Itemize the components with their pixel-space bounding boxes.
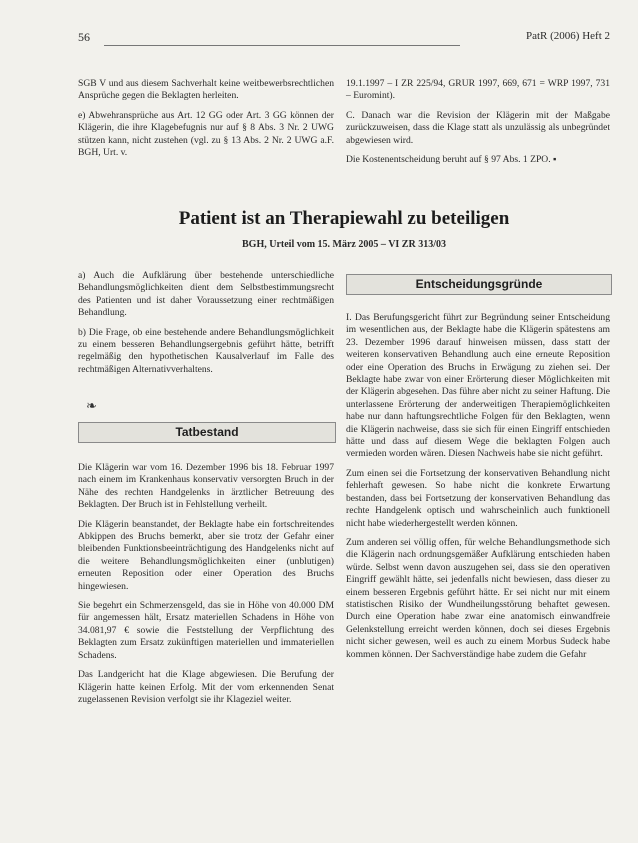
- paragraph: Die Kostenentscheidung beruht auf § 97 Abs. 1 ZPO. ▪: [346, 154, 557, 166]
- section-heading-entscheidungsgruende: Entscheidungsgründe: [346, 274, 612, 295]
- paragraph: Zum anderen sei völlig offen, für welche Behandlungsmethode sich die Klägerin nach ordnungsgemäßer Aufklärung entschieden haben würde. Selbst wenn davon auszugehen sei, dass sie den operativen Eingriff gewählt hätte, sei jedenfalls nicht bewiesen, dass dieser zu einem besseren Ergebnis geführt hätte. Er sei nicht nur mit einem statistischen Risiko der Wundheilungsstörung behaftet gewesen. Durch eine Operation habe zwar eine anatomisch einwandfreie Gelenkstellung erreicht werden können, doch sei dieses Ergebnis nicht sicher gewesen, weil es auch zu einem Morbus Sudeck habe kommen können. Der Sachverständige habe zudem die Gefahr: [346, 536, 610, 660]
- paragraph: SGB V und aus diesem Sachverhalt keine weitbewerbsrechtlichen Ansprüche gegen die Beklagten herleiten.: [78, 78, 334, 102]
- paragraph: Sie begehrt ein Schmerzensgeld, das sie in Höhe von 40.000 DM für angemessen hält, Ersatz materiellen Schadens in Höhe von 34.081,97 € sowie die Feststellung der Verpflichtung des Beklagten zum Ersatz zukünftigen materiellen und immateriellen Schadens.: [78, 600, 334, 661]
- scan-mark-icon: ❧: [86, 398, 97, 413]
- paragraph: Zum einen sei die Fortsetzung der konservativen Behandlung nicht fehlerhaft gewesen. So habe nicht die konkrete Erwartung bestanden, dass bei Fortsetzung der konservativen Behandlung das rechte Handgelenk optisch und wahrscheinlich auch funktionell nicht habe wiederhergestellt werden können.: [346, 467, 610, 529]
- page-header: [78, 30, 610, 48]
- paragraph: Die Klägerin war vom 16. Dezember 1996 bis 18. Februar 1997 nach einem im Krankenhaus konservativ versorgten Bruch in der Nähe des rechten Handgelenks in ärztlicher Betreuung des Beklagten. Der Bruch ist in Fehlstellung verheilt.: [78, 462, 334, 511]
- paragraph: e) Abwehransprüche aus Art. 12 GG oder Art. 3 GG können der Klägerin, die ihre Klagebefugnis nur auf § 8 Abs. 3 Nr. 2 UWG stützen kann, nicht zustehen (vgl. zu § 13 Abs. 2 Nr. 2 UWG a.F. BGH, Urt. v.: [78, 109, 334, 159]
- top-left-column: [78, 78, 334, 166]
- leitsatz: a) Auch die Aufklärung über bestehende unterschiedliche Behandlungsmöglichkeiten dient dem Selbstbestimmungsrecht des Patienten und ist daher Voraussetzung einer rechtmäßigen Behandlung.: [78, 270, 334, 319]
- header-rule: [104, 45, 460, 46]
- top-right-column: [346, 78, 610, 173]
- entscheidungsgruende-column: [346, 312, 610, 668]
- journal-reference: PatR (2006) Heft 2: [525, 30, 610, 42]
- article-citation: BGH, Urteil vom 15. März 2005 – VI ZR 313/03: [242, 239, 446, 250]
- section-heading-tatbestand: Tatbestand: [78, 422, 336, 443]
- leitsaetze-column: [78, 270, 334, 383]
- article-title: Patient ist an Therapiewahl zu beteiligen: [178, 208, 510, 229]
- page-number: 56: [78, 30, 90, 44]
- paragraph: C. Danach war die Revision der Klägerin mit der Maßgabe zurückzuweisen, dass die Klage statt als unzulässig als unbegründet abgewiesen wird.: [346, 109, 610, 146]
- paragraph: I. Das Berufungsgericht führt zur Begründung seiner Entscheidung im wesentlichen aus, der Beklagte habe die Klägerin spätestens am 23. Dezember 1996 darauf hinweisen müssen, dass statt der weiteren konservativen Behandlung auch eine erneute Reposition oder eine Operation des Bruchs in Erwägung zu ziehen sei. Der Beklagte habe zwar von einer Erörterung dieser Möglichkeiten mit der Klägerin abgesehen. Das führe aber nicht zu seiner Haftung. Die unterlassene Erörterung der anderweitigen Therapiemöglichkeiten habe nur dann haftungsrechtliche Folgen für den Beklagten, wenn die Klägerin nachweise, dass sie sich für einen Eingriff entschieden hätte und dass auf diesem Wege die beklagten Folgen auch vermieden worden wären. Diesen Nachweis habe sie nicht geführt.: [346, 312, 610, 460]
- leitsatz: b) Die Frage, ob eine bestehende andere Behandlungsmöglichkeit zu einem besseren Behandlungsergebnis geführt hätte, betrifft regelmäßig den hypothetischen Kausalverlauf im Falle des rechtmäßigen Alternativverhaltens.: [78, 326, 334, 375]
- paragraph: Das Landgericht hat die Klage abgewiesen. Die Berufung der Klägerin hatte keinen Erfolg. Mit der vom erkennenden Senat zugelassenen Revision verfolgt sie ihr Klageziel weiter.: [78, 669, 334, 705]
- tatbestand-column: [78, 462, 334, 713]
- paragraph: 19.1.1997 – I ZR 225/94, GRUR 1997, 669, 671 = WRP 1997, 731 – Euromint).: [346, 78, 610, 102]
- paragraph: Die Klägerin beanstandet, der Beklagte habe ein fortschreitendes Abkippen des Bruchs bemerkt, aber sie trotz der Gefahr einer bleibenden Funktionsbeeinträchtigung des Handgelenks nicht auf die weitere Behandlungsmöglichkeiten einer (unblutigen) erneuten Reposition oder einer Operation des Bruchs hingewiesen.: [78, 518, 334, 592]
